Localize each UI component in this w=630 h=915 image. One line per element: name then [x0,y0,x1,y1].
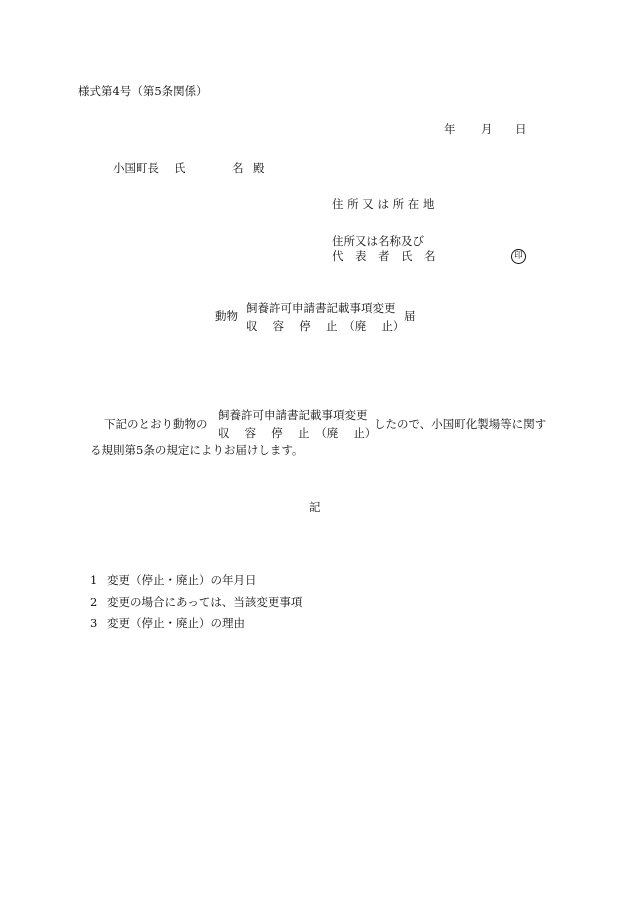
body-option-stop: 収 容 停 止 （廃 止） [218,425,377,440]
date-day-label: 日 [515,122,527,136]
name-label-line2: 代 表 者 氏 名 [332,249,436,263]
list-item-text: 変更（停止・廃止）の年月日 [107,573,257,587]
list-item-number: 2 [90,595,98,609]
addressee-den: 殿 [253,161,265,175]
addressee-title: 小国町長 [113,161,159,175]
list-item [90,575,257,587]
list-item-text: 変更の場合にあっては、当該変更事項 [107,595,303,609]
body-lead: 下記のとおり動物の [104,417,208,431]
name-label-line1: 住所又は名称及び [332,234,424,248]
body-options [218,410,376,439]
date-month-label: 月 [481,122,493,136]
doc-title-option-stop: 収 容 停 止 （廃 止） [246,318,405,333]
address-label: 住 所 又 は 所 在 地 [332,197,435,211]
body-line2: る規則第5条の規定によりお届けします。 [90,443,304,457]
list-item-number: 1 [90,573,98,587]
doc-title-option-change: 飼養許可申請書記載事項変更 [246,301,396,315]
addressee-mei: 名 [232,161,244,175]
addressee-shi: 氏 [174,161,186,175]
seal-mark: 印 [511,249,526,264]
list-item-text: 変更（停止・廃止）の理由 [107,616,245,630]
body-tail: したので、小国町化製場等に関す [374,417,547,431]
date-year-label: 年 [444,122,456,136]
doc-title-options [246,303,404,332]
body-option-change: 飼養許可申請書記載事項変更 [218,408,368,422]
doc-title-prefix: 動物 [215,309,238,323]
list-item [90,597,302,609]
form-number: 様式第4号（第5条関係） [78,84,208,98]
list-item-number: 3 [90,616,98,630]
doc-title-suffix: 届 [404,309,416,323]
list-item [90,618,245,630]
ki-heading: 記 [309,500,321,514]
